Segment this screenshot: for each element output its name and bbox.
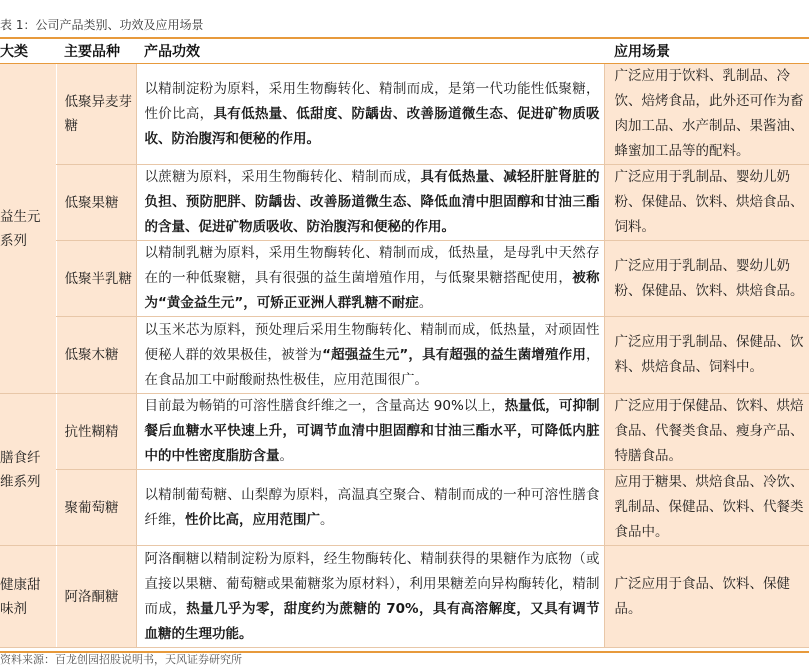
effect-text: 以蔗糖为原料，采用生物酶转化、精制而成， <box>144 169 421 185</box>
scenario-cell: 应用于糖果、烘焙食品、冷饮、乳制品、保健品、饮料、代餐类食品中。 <box>604 470 809 546</box>
table-row <box>0 241 809 317</box>
scenario-cell: 广泛应用于保健品、饮料、烘焙食品、代餐类食品、瘦身产品、特膳食品。 <box>604 394 809 470</box>
variety-name: 低聚异麦芽糖 <box>56 64 136 165</box>
effect-cell <box>136 394 604 470</box>
table-row <box>0 546 809 648</box>
table-header-row <box>0 39 809 64</box>
effect-text: 。 <box>320 511 334 528</box>
effect-cell <box>136 165 604 241</box>
category-cell <box>0 546 56 648</box>
header-category: 大类 <box>0 39 56 64</box>
effect-text: 以精制乳糖为原料，采用生物酶转化、精制而成，低热量，是母乳中天然存在的一种低聚糖，具有很强的益生菌增殖作用，与低聚果糖搭配使用， <box>144 245 600 286</box>
effect-text: ，在食品加工中耐酸耐热性极佳，应用范围很广。 <box>144 346 600 388</box>
effect-cell <box>136 470 604 546</box>
effect-cell <box>136 241 604 317</box>
scenario-cell: 广泛应用于食品、饮料、保健品。 <box>604 546 809 648</box>
scenario-cell: 广泛应用于饮料、乳制品、冷饮、焙烤食品，此外还可作为畜肉加工品、水产制品、果酱油、蜂蜜加工品等的配料。 <box>604 64 809 165</box>
effect-cell <box>136 64 604 165</box>
header-variety: 主要品种 <box>56 39 136 64</box>
effect-text-bold: 性价比高，应用范围广 <box>185 511 320 528</box>
scenario-cell: 广泛应用于乳制品、婴幼儿奶粉、保健品、饮料、烘焙食品、饲料。 <box>604 165 809 241</box>
effect-text-bold: “超强益生元”，具有超强的益生菌增殖作用 <box>322 346 587 363</box>
scenario-cell: 广泛应用于乳制品、保健品、饮料、烘焙食品、饲料中。 <box>604 317 809 394</box>
effect-text-bold: 被称为“黄金益生元”，可矫正亚洲人群乳糖不耐症 <box>144 270 600 311</box>
effect-text-bold: 具有低热量、低甜度、防龋齿、改善肠道微生态、促进矿物质吸收、防治腹泻和便秘的作用。 <box>144 105 600 147</box>
effect-text-bold: 热量几乎为零，甜度约为蔗糖的 70%，具有高溶解度，又具有调节血糖的生理功能。 <box>144 600 600 642</box>
header-effect: 产品功效 <box>136 39 604 64</box>
table-row <box>0 165 809 241</box>
effect-text: 。 <box>418 295 433 311</box>
variety-name: 低聚半乳糖 <box>56 241 136 317</box>
variety-name: 低聚木糖 <box>56 317 136 394</box>
effect-cell <box>136 546 604 648</box>
category-cell <box>0 64 56 394</box>
effect-text-bold: 具有低热量、减轻肝脏肾脏的负担、预防肥胖、防龋齿、改善肠道微生态、降低血清中胆固醇和甘油三酯的含量、促进矿物质吸收、防治腹泻和便秘的作用。 <box>144 169 600 235</box>
header-scenario: 应用场景 <box>604 39 809 64</box>
table-row <box>0 317 809 394</box>
effect-text: 以精制淀粉为原料，采用生物酶转化、精制而成，是第一代功能性低聚糖，性价比高， <box>144 80 600 122</box>
table-row <box>0 470 809 546</box>
variety-name: 低聚果糖 <box>56 165 136 241</box>
variety-name: 抗性糊精 <box>56 394 136 470</box>
table-body <box>0 64 809 648</box>
category-label: 健康甜味剂 <box>0 576 41 617</box>
effect-text: 阿洛酮糖以精制淀粉为原料，经生物酶转化、精制获得的果糖作为底物（或直接以果糖、葡萄糖或果葡糖浆为原材料），利用果糖差向异构酶转化，精制而成， <box>144 550 600 617</box>
variety-name: 聚葡萄糖 <box>56 470 136 546</box>
scenario-cell: 广泛应用于乳制品、婴幼儿奶粉、保健品、饮料、烘焙食品。 <box>604 241 809 317</box>
table-row <box>0 394 809 470</box>
category-label: 膳食纤维系列 <box>0 449 41 490</box>
effect-text: 目前最为畅销的可溶性膳食纤维之一，含量高达 90%以上， <box>144 398 505 414</box>
effect-text: 。 <box>279 448 293 464</box>
effect-text-bold: 热量低，可抑制餐后血糖水平快速上升，可调节血清中胆固醇和甘油三酯水平，可降低内脏中的中性密度脂肪含量 <box>144 398 600 464</box>
source-note: 资料来源：百龙创园招股说明书，天风证券研究所 <box>0 653 242 666</box>
category-label: 益生元系列 <box>0 208 41 249</box>
effect-text: 以精制葡萄糖、山梨醇为原料，高温真空聚合、精制而成的一种可溶性膳食纤维， <box>144 486 600 528</box>
table-caption: 表 1：公司产品类别、功效及应用场景 <box>0 18 204 32</box>
table-row <box>0 64 809 165</box>
variety-name: 阿洛酮糖 <box>56 546 136 648</box>
effect-cell <box>136 317 604 394</box>
product-table <box>0 39 809 648</box>
category-cell <box>0 394 56 546</box>
effect-text: 以玉米芯为原料，预处理后采用生物酶转化、精制而成，低热量，对顽固性便秘人群的效果极佳，被誉为 <box>144 321 600 363</box>
